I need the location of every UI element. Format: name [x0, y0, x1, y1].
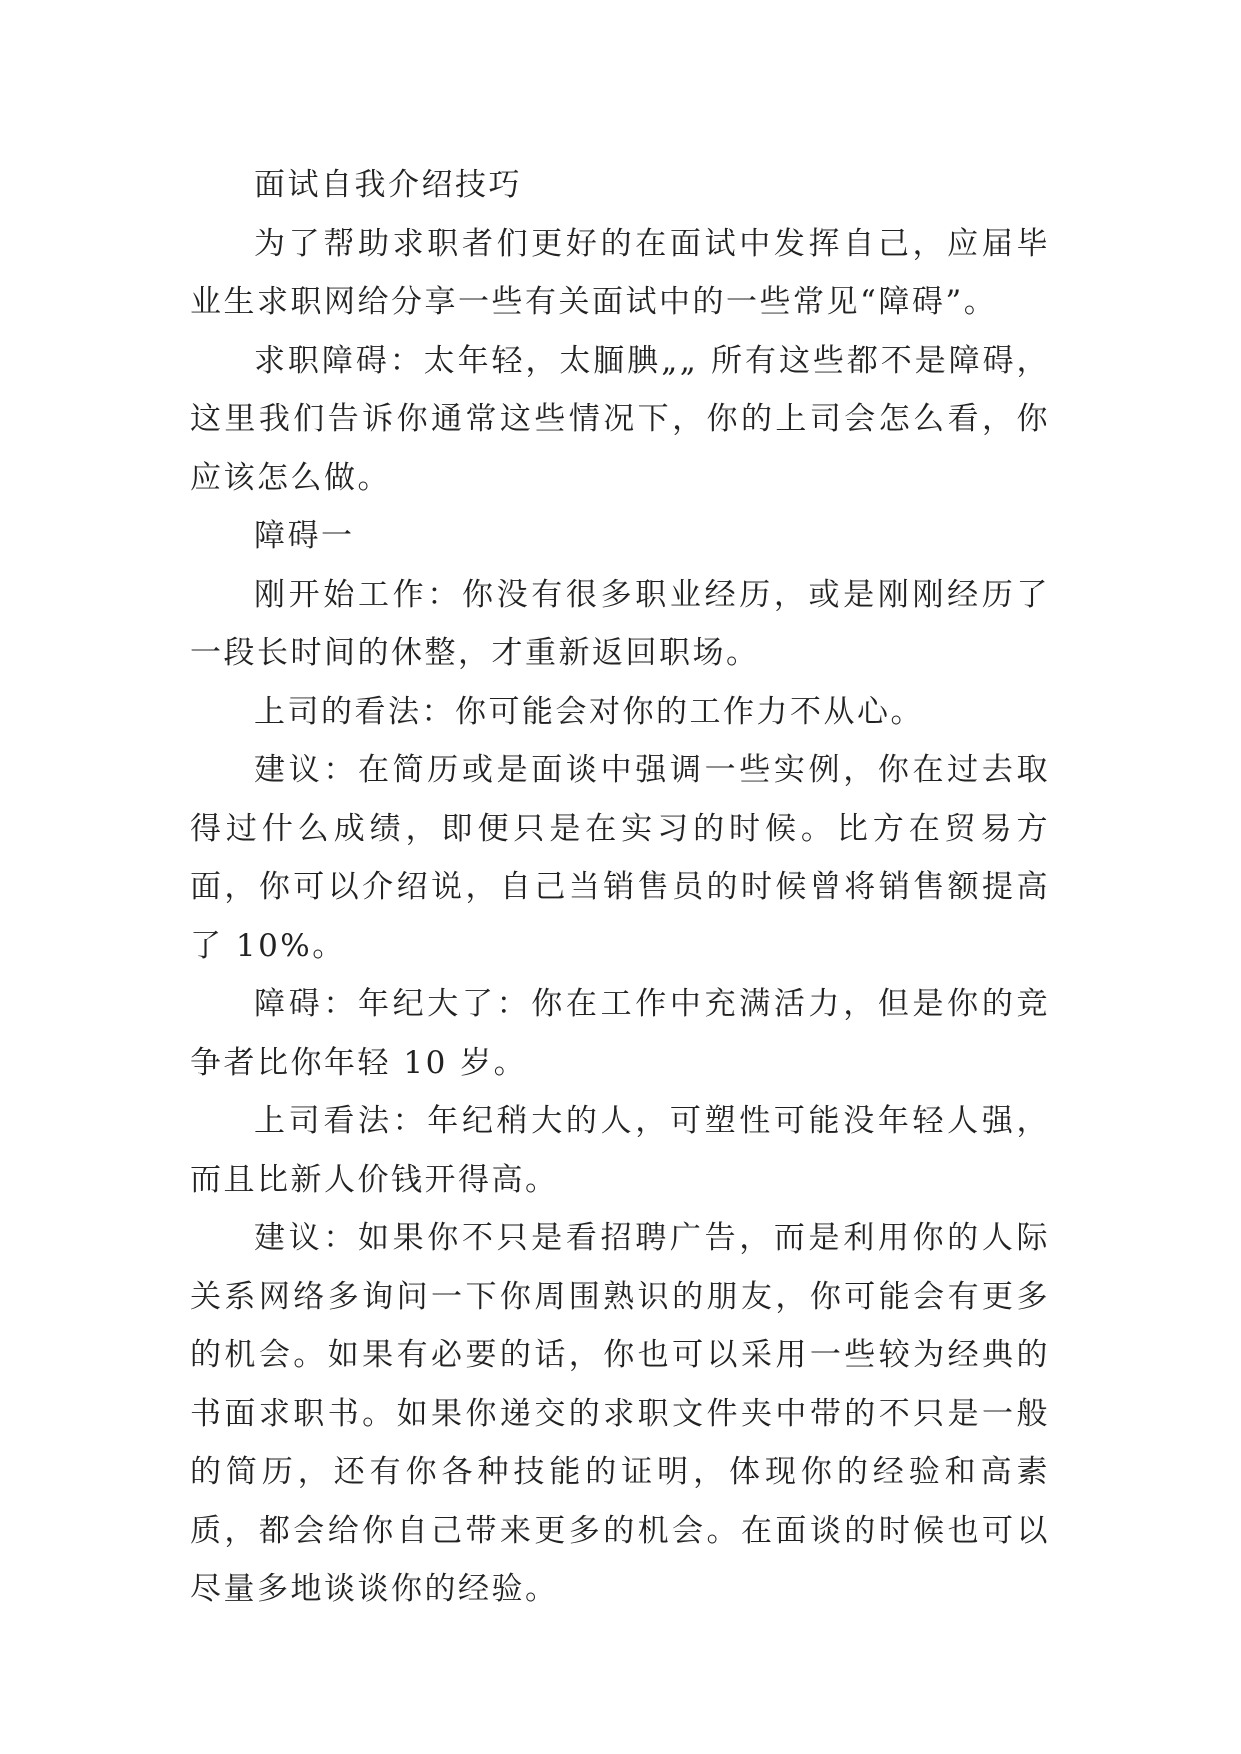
- document-body: [190, 156, 1050, 1619]
- paragraph-boss-view-1: 上司的看法：你可能会对你的工作力不从心。: [254, 693, 924, 730]
- document-title: 面试自我介绍技巧: [254, 167, 522, 203]
- paragraph-advice-2: 建议：如果你不只是看招聘广告，而是利用你的人际关系网络多询问一下你周围熟识的朋友，你可能会有更多的机会。如果有必要的话，你也可以采用一些较为经典的书面求职书。如果你递交的求职文件夹中带的不只是一般的简历，还有你各种技能的证明，体现你的经验和高素质，都会给你自己带来更多的机会。在面谈的时候也可以尽量多地谈谈你的经验。: [190, 1220, 1050, 1607]
- paragraph-just-started: 刚开始工作：你没有很多职业经历，或是刚刚经历了一段长时间的休整，才重新返回职场。: [190, 576, 1050, 671]
- paragraph-intro: 为了帮助求职者们更好的在面试中发挥自己，应届毕业生求职网给分享一些有关面试中的一些常见“障碍”。: [190, 225, 1050, 320]
- paragraph-obstacles: 求职障碍：太年轻，太腼腆„„ 所有这些都不是障碍，这里我们告诉你通常这些情况下，你的上司会怎么看，你应该怎么做。: [190, 342, 1050, 496]
- paragraph-advice-1: 建议：在简历或是面谈中强调一些实例，你在过去取得过什么成绩，即便只是在实习的时候。比方在贸易方面，你可以介绍说，自己当销售员的时候曾将销售额提高了 10%。: [190, 752, 1050, 964]
- paragraph-boss-view-2: 上司看法：年纪稍大的人，可塑性可能没年轻人强，而且比新人价钱开得高。: [190, 1103, 1050, 1198]
- paragraph-too-old: 障碍：年纪大了：你在工作中充满活力，但是你的竞争者比你年轻 10 岁。: [190, 986, 1050, 1081]
- paragraph-obstacle-one-heading: 障碍一: [254, 518, 355, 554]
